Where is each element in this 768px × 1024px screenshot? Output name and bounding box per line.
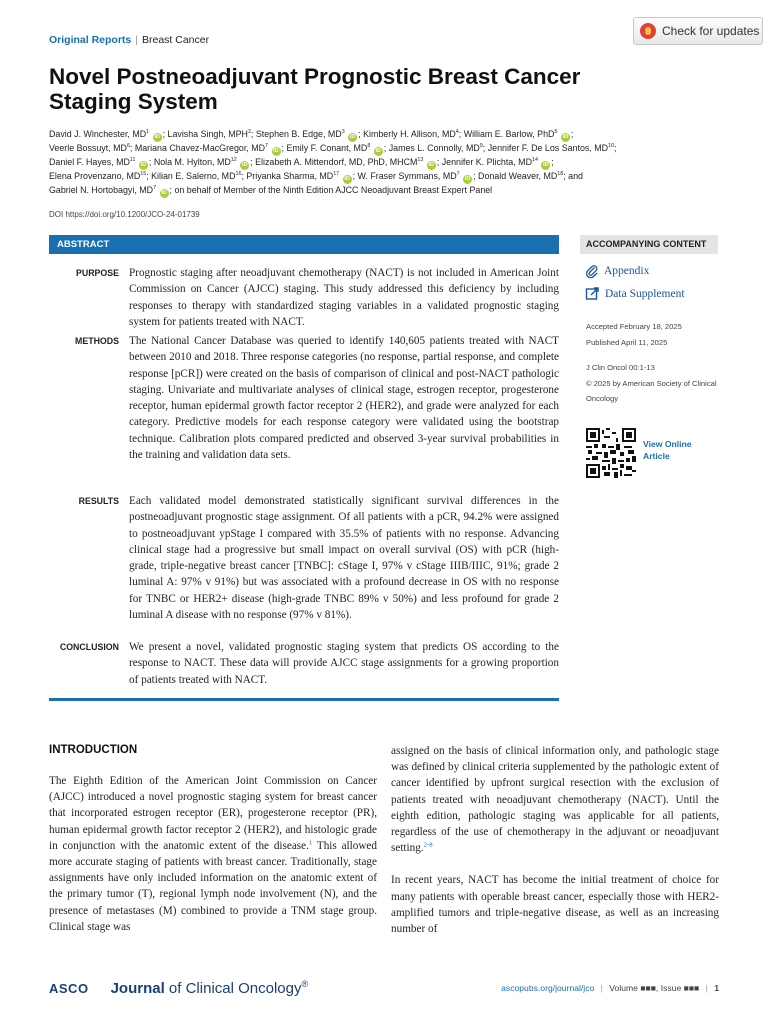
external-link-icon xyxy=(585,286,600,301)
publication-dates: Accepted February 18, 2025 Published April 11, 2025 xyxy=(586,322,682,347)
article-section-breadcrumb: Original Reports | Breast Cancer xyxy=(49,34,210,46)
journal-logo: Journal of Clinical Oncology® xyxy=(110,978,309,997)
introduction-right-column xyxy=(391,743,719,937)
introduction-heading: INTRODUCTION xyxy=(49,744,138,756)
appendix-link[interactable]: Appendix xyxy=(585,264,649,278)
asco-logo: ASCO xyxy=(49,980,89,996)
doi-link[interactable]: DOI https://doi.org/10.1200/JCO-24-01739 xyxy=(49,210,200,219)
orcid-icon[interactable]: iD xyxy=(241,162,248,168)
citation-info: J Clin Oncol 00:1-13 © 2025 by American Society of Clinical Oncology xyxy=(586,363,717,403)
reference-link[interactable]: 1 xyxy=(308,839,313,847)
footer-info: ascopubs.org/journal/jco | Volume ■■■, Issue ■■■ | 1 xyxy=(501,983,719,993)
results-text: Each validated model demonstrated statistically significant survival differences in the postneoadjuvant prognostic stage assignment. Of all patients with a pCR, 94.2% were assigned to postneoadjuvant ypStage I compared with 35.5% of patients with no response. Advancing clinical stage had a progressive but small impact on overall survival (OS) with pCR (high-grade, triple-negative breast cancer [TNBC]: cStage I, 97% v cStage IIIB/IIIC, 91%; grade 2 luminal A: 97% v 91%) but was associated with a profound decrease in OS with no response for TNBC or HER2+ disease (high-grade TNBC 89% v 50%) and less profound for grade 2 luminal A disease with no response (97% v 81%). xyxy=(129,495,559,622)
article-title: Novel Postneoadjuvant Prognostic Breast Cancer Staging System xyxy=(49,64,581,114)
orcid-icon[interactable]: iD xyxy=(562,134,569,140)
section-label[interactable]: Original Reports xyxy=(49,34,132,46)
orcid-icon[interactable]: iD xyxy=(273,148,279,154)
introduction-left-column: The Eighth Edition of the American Joint Commission on Cancer (AJCC) introduced a novel prognostic staging system for breast cancer that incorporated estrogen receptor (ER), progesterone receptor (PR), human epidermal growth factor receptor 2 (HER2), and histologic grade in conjunction with the anatomic extent of the disease.$^1$ This allowed more accurate staging of patients with breast cancer. Traditionally, stage assignments have only included information on the anatomic extent of the primary tumor (T), regional lymph node involvement (N), and the presence of metastases (M) combined to provide a TNM stage group. Clinical stage was xyxy=(49,775,377,933)
conclusion-label: CONCLUSION xyxy=(59,642,119,652)
volume-issue: Volume ■■■, Issue ■■■ xyxy=(609,983,700,993)
conclusion-text: We present a novel, validated prognostic staging system that predicts OS according to the response to NACT. These data will provide AJCC stage assignments for a growing proportion of patients treated with NACT. xyxy=(129,641,559,686)
view-online-link[interactable]: View Online Article xyxy=(643,439,692,461)
orcid-icon[interactable]: iD xyxy=(140,162,147,168)
methods-label: METHODS xyxy=(75,336,119,346)
page-number: 1 xyxy=(714,983,719,993)
orcid-icon[interactable]: iD xyxy=(161,190,167,196)
data-supplement-link[interactable]: Data Supplement xyxy=(585,286,685,301)
abstract-heading: ABSTRACT xyxy=(49,235,559,254)
page-footer xyxy=(49,977,719,999)
orcid-icon[interactable]: iD xyxy=(154,134,160,140)
accompanying-content-heading: ACCOMPANYING CONTENT xyxy=(580,235,718,254)
orcid-icon[interactable]: iD xyxy=(375,148,382,154)
crossmark-icon xyxy=(640,23,656,39)
orcid-icon[interactable]: iD xyxy=(543,162,549,168)
paperclip-icon xyxy=(585,264,599,278)
results-label: RESULTS xyxy=(78,496,119,506)
topic-label: Breast Cancer xyxy=(142,34,210,46)
orcid-icon[interactable]: iD xyxy=(464,176,471,182)
author-list: David J. Winchester, $MD^1$ iD ; Lavisha Singh, MPH$^2$; Stephen B. Edge, $MD^3$ iD ; Kimberly H. Allison, $MD^4$; William E. Barlow, PhD$^5$ iD ; Veerle Bossuyt, $MD^6$; Mariana Chavez-MacGregor, $MD^7$ iD ; Emily F. Conant, $MD^8$ iD ; James L. Connolly, $MD^9$; Jennifer F. De Los Santos, MD$^{10}$; Daniel F. Hayes, MD$^{11}$ iD ; Nola M. Hylton, MD$^{12}$ iD ; Elizabeth A. Mittendorf, MD, PhD, MHCM$^{13}$ iD ; Jennifer K. Plichta, MD$^{14}$ iD ; Elena Provenzano, MD$^{15}$; Kilian E. Salerno, MD$^{16}$; Priyanka Sharma, MD$^{17}$ iD ; W. Fraser Symmans, $MD^7$ iD ; Donald Weaver, MD$^{18}$; and Gabriel N. Hortobagyi, $MD^7$ iD ; on behalf of Member of the Ninth Edition AJCC Neoadjuvant Breast Expert Panel xyxy=(49,129,617,196)
orcid-icon[interactable]: iD xyxy=(428,162,435,168)
intro-paragraph: In recent years, NACT has become the initial treatment of choice for many patients with operable breast cancer, especially those with HER2-amplified tumors and triple-negative disease, as well as an increasing number of xyxy=(391,874,719,936)
intro-paragraph: assigned on the basis of clinical information only, and pathologic stage was defined by clinical criteria supplemented by the pathologic extent of cancer identified by upfront surgical resection with the exclusion of patients treated with neoadjuvant chemotherapy (NACT). Until the eighth edition, pathologic staging was applicable for all patients, regardless of the use of chemotherapy in the adjuvant or neoadjuvant setting.$^{2-8}$ xyxy=(391,745,719,855)
check-for-updates-label: Check for updates xyxy=(662,24,760,38)
orcid-icon[interactable]: iD xyxy=(344,176,350,182)
methods-text: The National Cancer Database was queried to identify 140,605 patients treated with NACT between 2010 and 2018. Three response categories (no response, partial response, and complete response [pCR]) were created on the basis of comparison of clinical and post-NACT pathologic staging. Univariate and multivariate analyses of clinical stage, estrogen receptor, progesterone receptor, human epidermal growth factor receptor 2 (HER2), and grade were analyzed for each category. Predictive models for each response category were validated using the bootstrap technique. Calibration plots compared predicted and observed 3-year survival probabilities in the training and validation data sets. xyxy=(129,335,559,462)
reference-link[interactable]: 2-8 xyxy=(423,841,433,849)
orcid-icon[interactable]: iD xyxy=(349,134,356,140)
purpose-text: Prognostic staging after neoadjuvant chemotherapy (NACT) is not included in American Joint Commission on Cancer (AJCC) staging. This study addressed this deficiency by including responses to therapy with standardized staging variables in a validated prognostic staging system for patients treated with NACT. xyxy=(129,267,559,328)
qr-code[interactable] xyxy=(586,428,636,478)
abstract-divider xyxy=(49,698,559,701)
check-for-updates-button[interactable] xyxy=(633,17,763,45)
purpose-label: PURPOSE xyxy=(75,268,119,278)
journal-url-link[interactable]: ascopubs.org/journal/jco xyxy=(501,983,595,993)
